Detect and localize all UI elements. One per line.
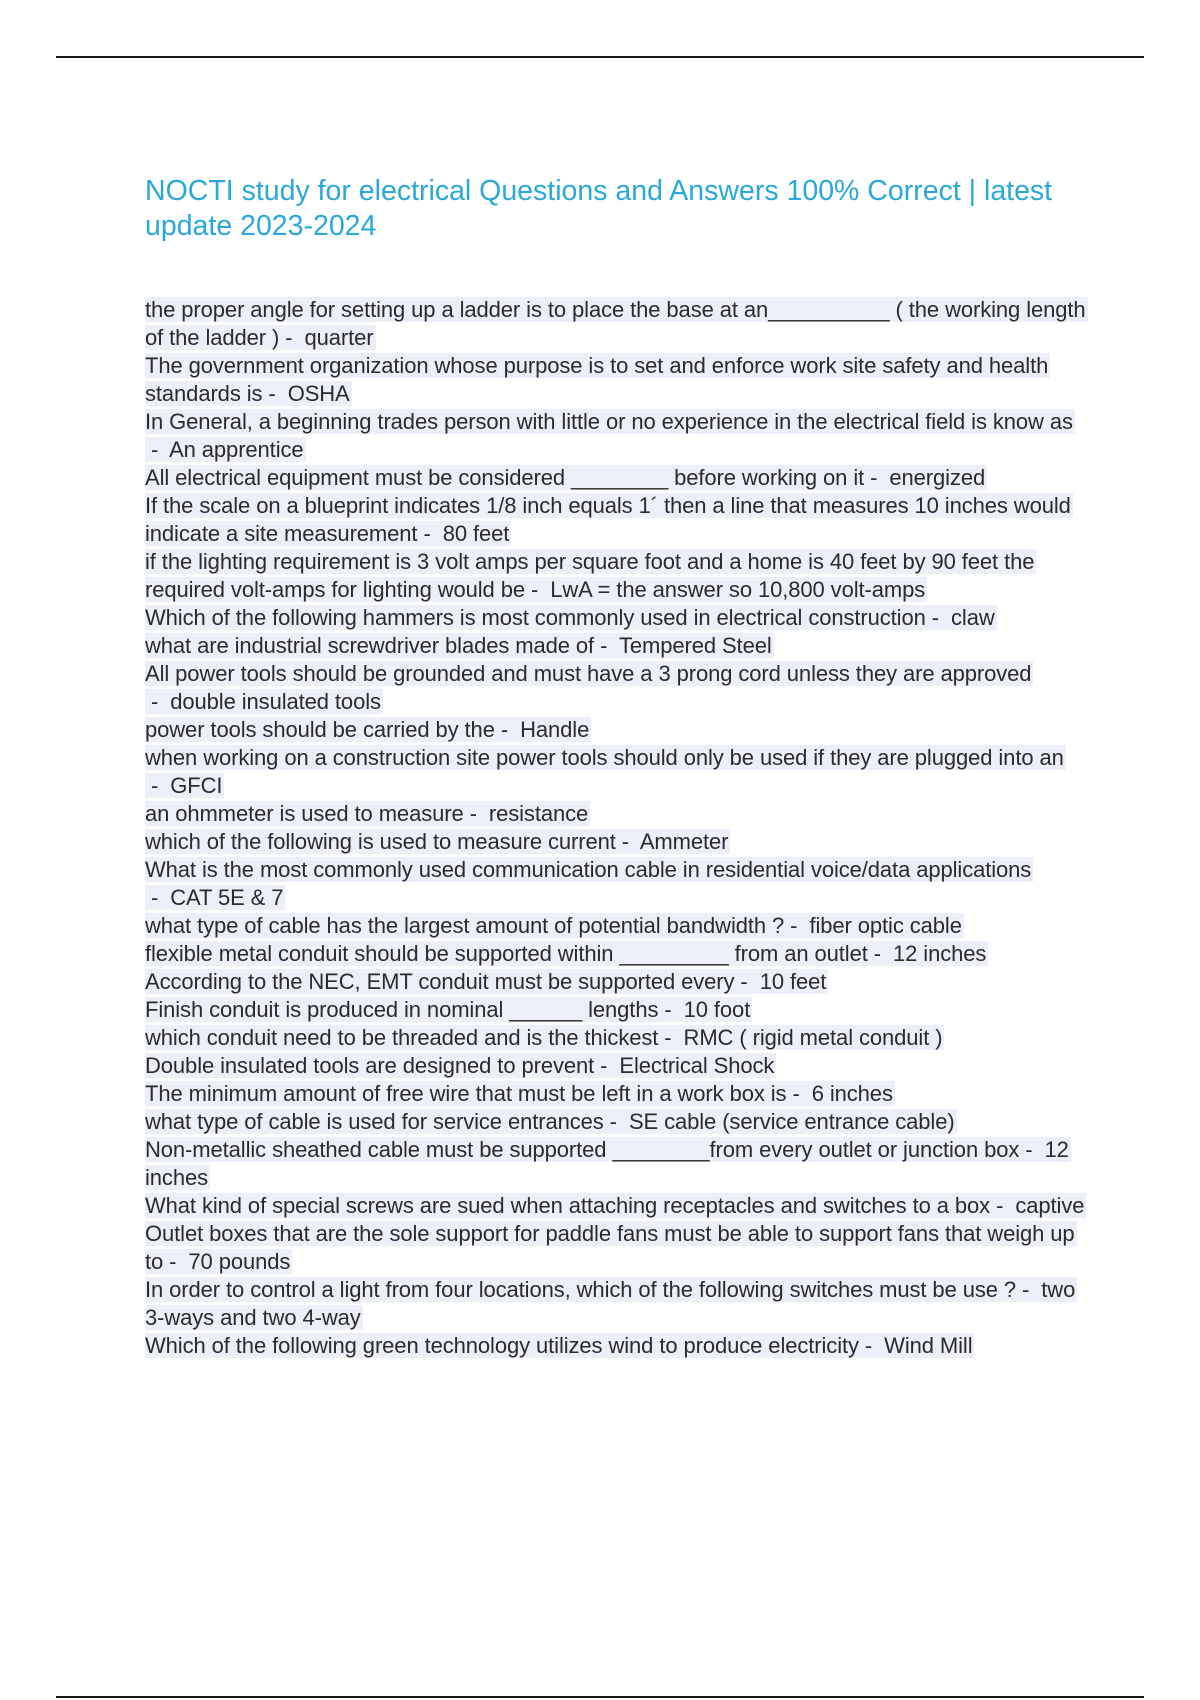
question-text: All electrical equipment must be considered ________ before working on it: [145, 465, 865, 490]
qa-text: [145, 297, 1088, 350]
answer-text: CAT 5E & 7: [170, 885, 284, 910]
question-text: Outlet boxes that are the sole support for paddle fans must be able to support fans that weigh up to: [145, 1221, 1075, 1274]
question-text: What kind of special screws are sued when attaching receptacles and switches to a box: [145, 1193, 991, 1218]
qa-item: [145, 856, 1090, 912]
answer-text: resistance: [488, 801, 589, 826]
answer-text: 6 inches: [811, 1081, 893, 1106]
qa-separator: -: [1016, 1277, 1042, 1302]
qa-item: [145, 940, 1090, 968]
qa-item: [145, 548, 1090, 604]
qa-text: [145, 409, 1075, 462]
question-text: In General, a beginning trades person with little or no experience in the electrical field is know as: [145, 409, 1073, 434]
qa-text: [145, 1109, 957, 1134]
answer-text: SE cable (service entrance cable): [628, 1109, 955, 1134]
qa-text: [145, 1333, 974, 1358]
qa-separator: -: [858, 1333, 885, 1358]
question-text: power tools should be carried by the: [145, 717, 495, 742]
qa-separator: -: [786, 1081, 812, 1106]
question-text: Non-metallic sheathed cable must be supported ________from every outlet or junction box: [145, 1137, 1020, 1162]
qa-text: [145, 1193, 1086, 1218]
answer-text: fiber optic cable: [809, 913, 962, 938]
qa-separator: -: [864, 465, 890, 490]
qa-text: [145, 1025, 944, 1050]
qa-item: [145, 1024, 1090, 1052]
question-text: what are industrial screwdriver blades made of: [145, 633, 595, 658]
qa-text: [145, 1137, 1071, 1190]
qa-separator: -: [417, 521, 443, 546]
qa-separator: -: [603, 1109, 629, 1134]
question-text: which conduit need to be threaded and is the thickest: [145, 1025, 659, 1050]
question-text: what type of cable has the largest amount of potential bandwidth ?: [145, 913, 785, 938]
answer-text: 12 inches: [145, 1137, 1069, 1190]
qa-item: [145, 408, 1090, 464]
question-text: If the scale on a blueprint indicates 1/8 inch equals 1´ then a line that measures 10 inches would indicate a site measurement: [145, 493, 1071, 546]
qa-item: [145, 464, 1090, 492]
answer-text: Ammeter: [639, 829, 729, 854]
qa-separator: -: [279, 325, 305, 350]
qa-item: [145, 604, 1090, 632]
qa-separator: -: [594, 633, 619, 658]
answer-text: claw: [951, 605, 995, 630]
qa-item: [145, 1080, 1090, 1108]
answer-text: 70 pounds: [188, 1249, 291, 1274]
answer-text: Electrical Shock: [619, 1053, 775, 1078]
qa-item: [145, 1052, 1090, 1080]
qa-item: [145, 716, 1090, 744]
qa-text: [145, 1221, 1077, 1274]
question-text: what type of cable is used for service entrances: [145, 1109, 604, 1134]
qa-item: [145, 912, 1090, 940]
answer-text: Wind Mill: [884, 1333, 973, 1358]
answer-text: LwA = the answer so 10,800 volt-amps: [550, 577, 926, 602]
answer-text: double insulated tools: [170, 689, 381, 714]
question-text: flexible metal conduit should be supported within _________ from an outlet: [145, 941, 868, 966]
qa-text: [145, 801, 590, 826]
answer-text: RMC ( rigid metal conduit ): [683, 1025, 943, 1050]
question-text: The minimum amount of free wire that must be left in a work box is: [145, 1081, 787, 1106]
question-text: According to the NEC, EMT conduit must be supported every: [145, 969, 735, 994]
answer-text: Handle: [520, 717, 590, 742]
qa-separator: -: [734, 969, 760, 994]
qa-separator: -: [494, 717, 521, 742]
qa-separator: -: [524, 577, 551, 602]
qa-separator: -: [262, 381, 288, 406]
qa-item: [145, 744, 1090, 800]
answer-text: Tempered Steel: [618, 633, 772, 658]
qa-item: [145, 296, 1090, 352]
question-text: In order to control a light from four locations, which of the following switches must be use ?: [145, 1277, 1017, 1302]
qa-item: [145, 632, 1090, 660]
qa-text: [145, 997, 752, 1022]
qa-text: [145, 633, 774, 658]
qa-text: [145, 661, 1033, 714]
question-text: All power tools should be grounded and must have a 3 prong cord unless they are approved: [145, 661, 1032, 686]
qa-separator: -: [615, 829, 640, 854]
question-text: the proper angle for setting up a ladder is to place the base at an__________ ( the working length of the ladder ): [145, 297, 1086, 350]
qa-item: [145, 1192, 1090, 1220]
header-rule: [56, 56, 1144, 58]
footer-rule: [56, 1696, 1144, 1698]
qa-item: [145, 996, 1090, 1024]
question-text: Double insulated tools are designed to prevent: [145, 1053, 595, 1078]
document-title: NOCTI study for electrical Questions and Answers 100% Correct | latest update 2023-2024: [145, 175, 1053, 242]
qa-separator: -: [990, 1193, 1016, 1218]
question-text: What is the most commonly used communication cable in residential voice/data applications: [145, 857, 1032, 882]
qa-text: [145, 549, 1036, 602]
qa-separator: -: [463, 801, 489, 826]
qa-text: [145, 465, 987, 490]
qa-item: [145, 1276, 1090, 1332]
qa-item: [145, 1136, 1090, 1192]
question-text: The government organization whose purpose is to set and enforce work site safety and health standards is: [145, 353, 1049, 406]
qa-text: [145, 969, 828, 994]
answer-text: quarter: [304, 325, 374, 350]
qa-separator: -: [867, 941, 894, 966]
answer-text: 12 inches: [893, 941, 987, 966]
answer-text: captive: [1015, 1193, 1085, 1218]
qa-separator: -: [658, 997, 684, 1022]
answer-text: two 3-ways and two 4-way: [145, 1277, 1076, 1330]
qa-item: [145, 352, 1090, 408]
qa-text: [145, 745, 1066, 798]
question-text: if the lighting requirement is 3 volt amps per square foot and a home is 40 feet by 90 feet the required volt-amps for lighting would be: [145, 549, 1035, 602]
qa-item: [145, 492, 1090, 548]
qa-separator: -: [145, 885, 171, 910]
qa-separator: -: [145, 689, 171, 714]
qa-text: [145, 913, 964, 938]
qa-text: [145, 493, 1073, 546]
qa-separator: -: [1019, 1137, 1045, 1162]
qa-item: [145, 800, 1090, 828]
question-text: which of the following is used to measure current: [145, 829, 616, 854]
question-text: Which of the following green technology utilizes wind to produce electricity: [145, 1333, 859, 1358]
answer-text: 80 feet: [442, 521, 510, 546]
qa-item: [145, 1108, 1090, 1136]
qa-item: [145, 660, 1090, 716]
qa-text: [145, 717, 591, 742]
qa-text: [145, 857, 1033, 910]
qa-text: [145, 941, 988, 966]
qa-separator: -: [925, 605, 952, 630]
answer-text: An apprentice: [169, 437, 304, 462]
qa-item: [145, 828, 1090, 856]
question-text: Which of the following hammers is most commonly used in electrical construction: [145, 605, 926, 630]
answer-text: 10 feet: [759, 969, 827, 994]
answer-text: energized: [889, 465, 986, 490]
qa-text: [145, 1081, 895, 1106]
qa-text: [145, 605, 997, 630]
qa-separator: -: [658, 1025, 684, 1050]
qa-item: [145, 1332, 1090, 1360]
question-text: Finish conduit is produced in nominal ______ lengths: [145, 997, 659, 1022]
qa-text: [145, 1053, 776, 1078]
qa-text: [145, 353, 1050, 406]
question-text: an ohmmeter is used to measure: [145, 801, 464, 826]
answer-text: OSHA: [287, 381, 350, 406]
qa-text: [145, 829, 730, 854]
qa-text: [145, 1277, 1077, 1330]
qa-separator: -: [145, 773, 171, 798]
qa-separator: -: [784, 913, 810, 938]
qa-item: [145, 968, 1090, 996]
qa-list: [145, 296, 1090, 1360]
qa-separator: -: [145, 437, 170, 462]
question-text: when working on a construction site power tools should only be used if they are plugged into an: [145, 745, 1064, 770]
qa-separator: -: [594, 1053, 620, 1078]
answer-text: GFCI: [170, 773, 223, 798]
answer-text: 10 foot: [683, 997, 751, 1022]
qa-separator: -: [163, 1249, 189, 1274]
qa-item: [145, 1220, 1090, 1276]
